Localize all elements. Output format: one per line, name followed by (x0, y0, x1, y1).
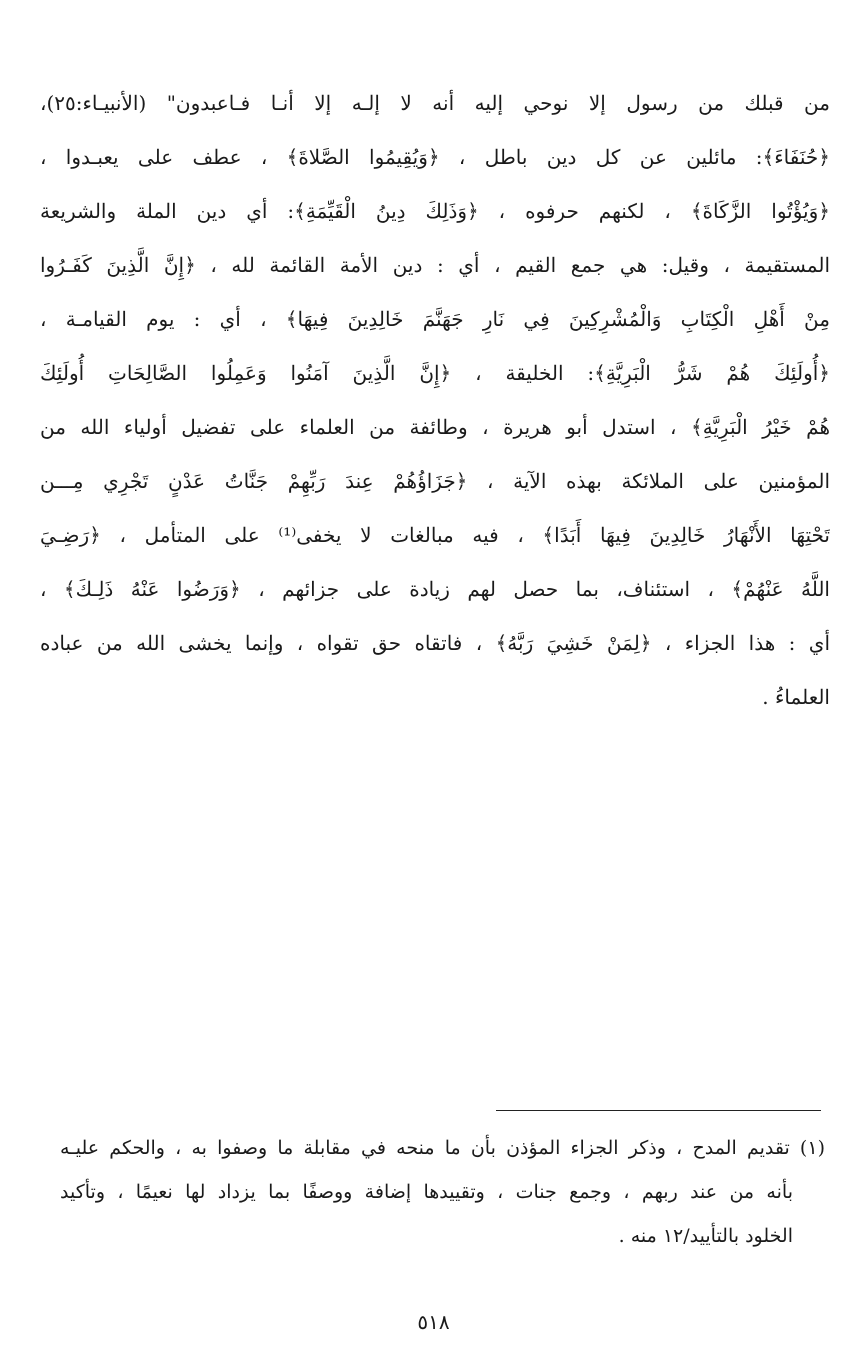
text-line-9: تَحْتِهَا الأَنْهَارُ خَالِدِينَ فِيهَا أَبَدًا﴾ ، فيه مبالغات لا يخفى⁽¹⁾ على المتأمل ، ﴿رَضِـيَ (40, 523, 830, 547)
page-number: ٥١٨ (417, 1310, 450, 1334)
footnote-separator (496, 1110, 821, 1111)
text-line-4: المستقيمة ، وقيل: هي جمع القيم ، أي : دين الأمة القائمة لله ، ﴿إِنَّ الَّذِينَ كَفَـرُوا (40, 253, 830, 277)
main-text-block (40, 76, 830, 724)
text-line-12: العلماءُ . (762, 685, 830, 709)
footnote-line-3: الخلود بالتأييد/١٢ منه . (618, 1225, 793, 1247)
footnote-block (60, 1126, 825, 1258)
text-line-1: من قبلك من رسول إلا نوحي إليه أنه لا إلـه إلا أنـا فـاعبدون" (الأنبيـاء:٢٥)، (40, 91, 830, 115)
footnote-line-2: بأنه من عند ربهم ، وجمع جنات ، وتقييدها إضافة ووصفًا بما يزداد لها نعيمًا ، وتأكيد (60, 1181, 793, 1203)
text-line-3: ﴿وَيُؤْتُوا الزَّكَاةَ﴾ ، لكنهم حرفوه ، ﴿وَذَلِكَ دِينُ الْقَيِّمَةِ﴾: أي دين الملة والشريعة (40, 199, 830, 223)
text-line-10: اللَّهُ عَنْهُمْ﴾ ، استئناف، بما حصل لهم زيادة على جزائهم ، ﴿وَرَضُوا عَنْهُ ذَلِـكَ﴾ ، (40, 577, 830, 601)
text-line-5: مِنْ أَهْلِ الْكِتَابِ وَالْمُشْرِكِينَ فِي نَارِ جَهَنَّمَ خَالِدِينَ فِيهَا﴾ ، أي : يوم القيامـة ، (40, 307, 830, 331)
text-line-6: ﴿أُولَئِكَ هُمْ شَرُّ الْبَرِيَّةِ﴾: الخليقة ، ﴿إِنَّ الَّذِينَ آمَنُوا وَعَمِلُوا الصَّالِحَاتِ أُولَئِكَ (40, 361, 830, 385)
text-line-2: ﴿حُنَفَاءَ﴾: مائلين عن كل دين باطل ، ﴿وَيُقِيمُوا الصَّلاةَ﴾ ، عطف على يعبـدوا ، (40, 145, 830, 169)
footnote-line-1: (١) تقديم المدح ، وذكر الجزاء المؤذن بأن ما منحه في مقابلة ما وصفوا به ، والحكم عليـه (60, 1137, 825, 1159)
text-line-7: هُمْ خَيْرُ الْبَرِيَّةِ﴾ ، استدل أبو هريرة ، وطائفة من العلماء على تفضيل أولياء الله من (40, 415, 830, 439)
text-line-11: أي : هذا الجزاء ، ﴿لِمَنْ خَشِيَ رَبَّهُ﴾ ، فاتقاه حق تقواه ، وإنما يخشى الله من عباده (40, 631, 830, 655)
text-line-8: المؤمنين على الملائكة بهذه الآية ، ﴿جَزَاؤُهُمْ عِندَ رَبِّهِمْ جَنَّاتُ عَدْنٍ تَجْرِي مِـــن (40, 469, 830, 493)
